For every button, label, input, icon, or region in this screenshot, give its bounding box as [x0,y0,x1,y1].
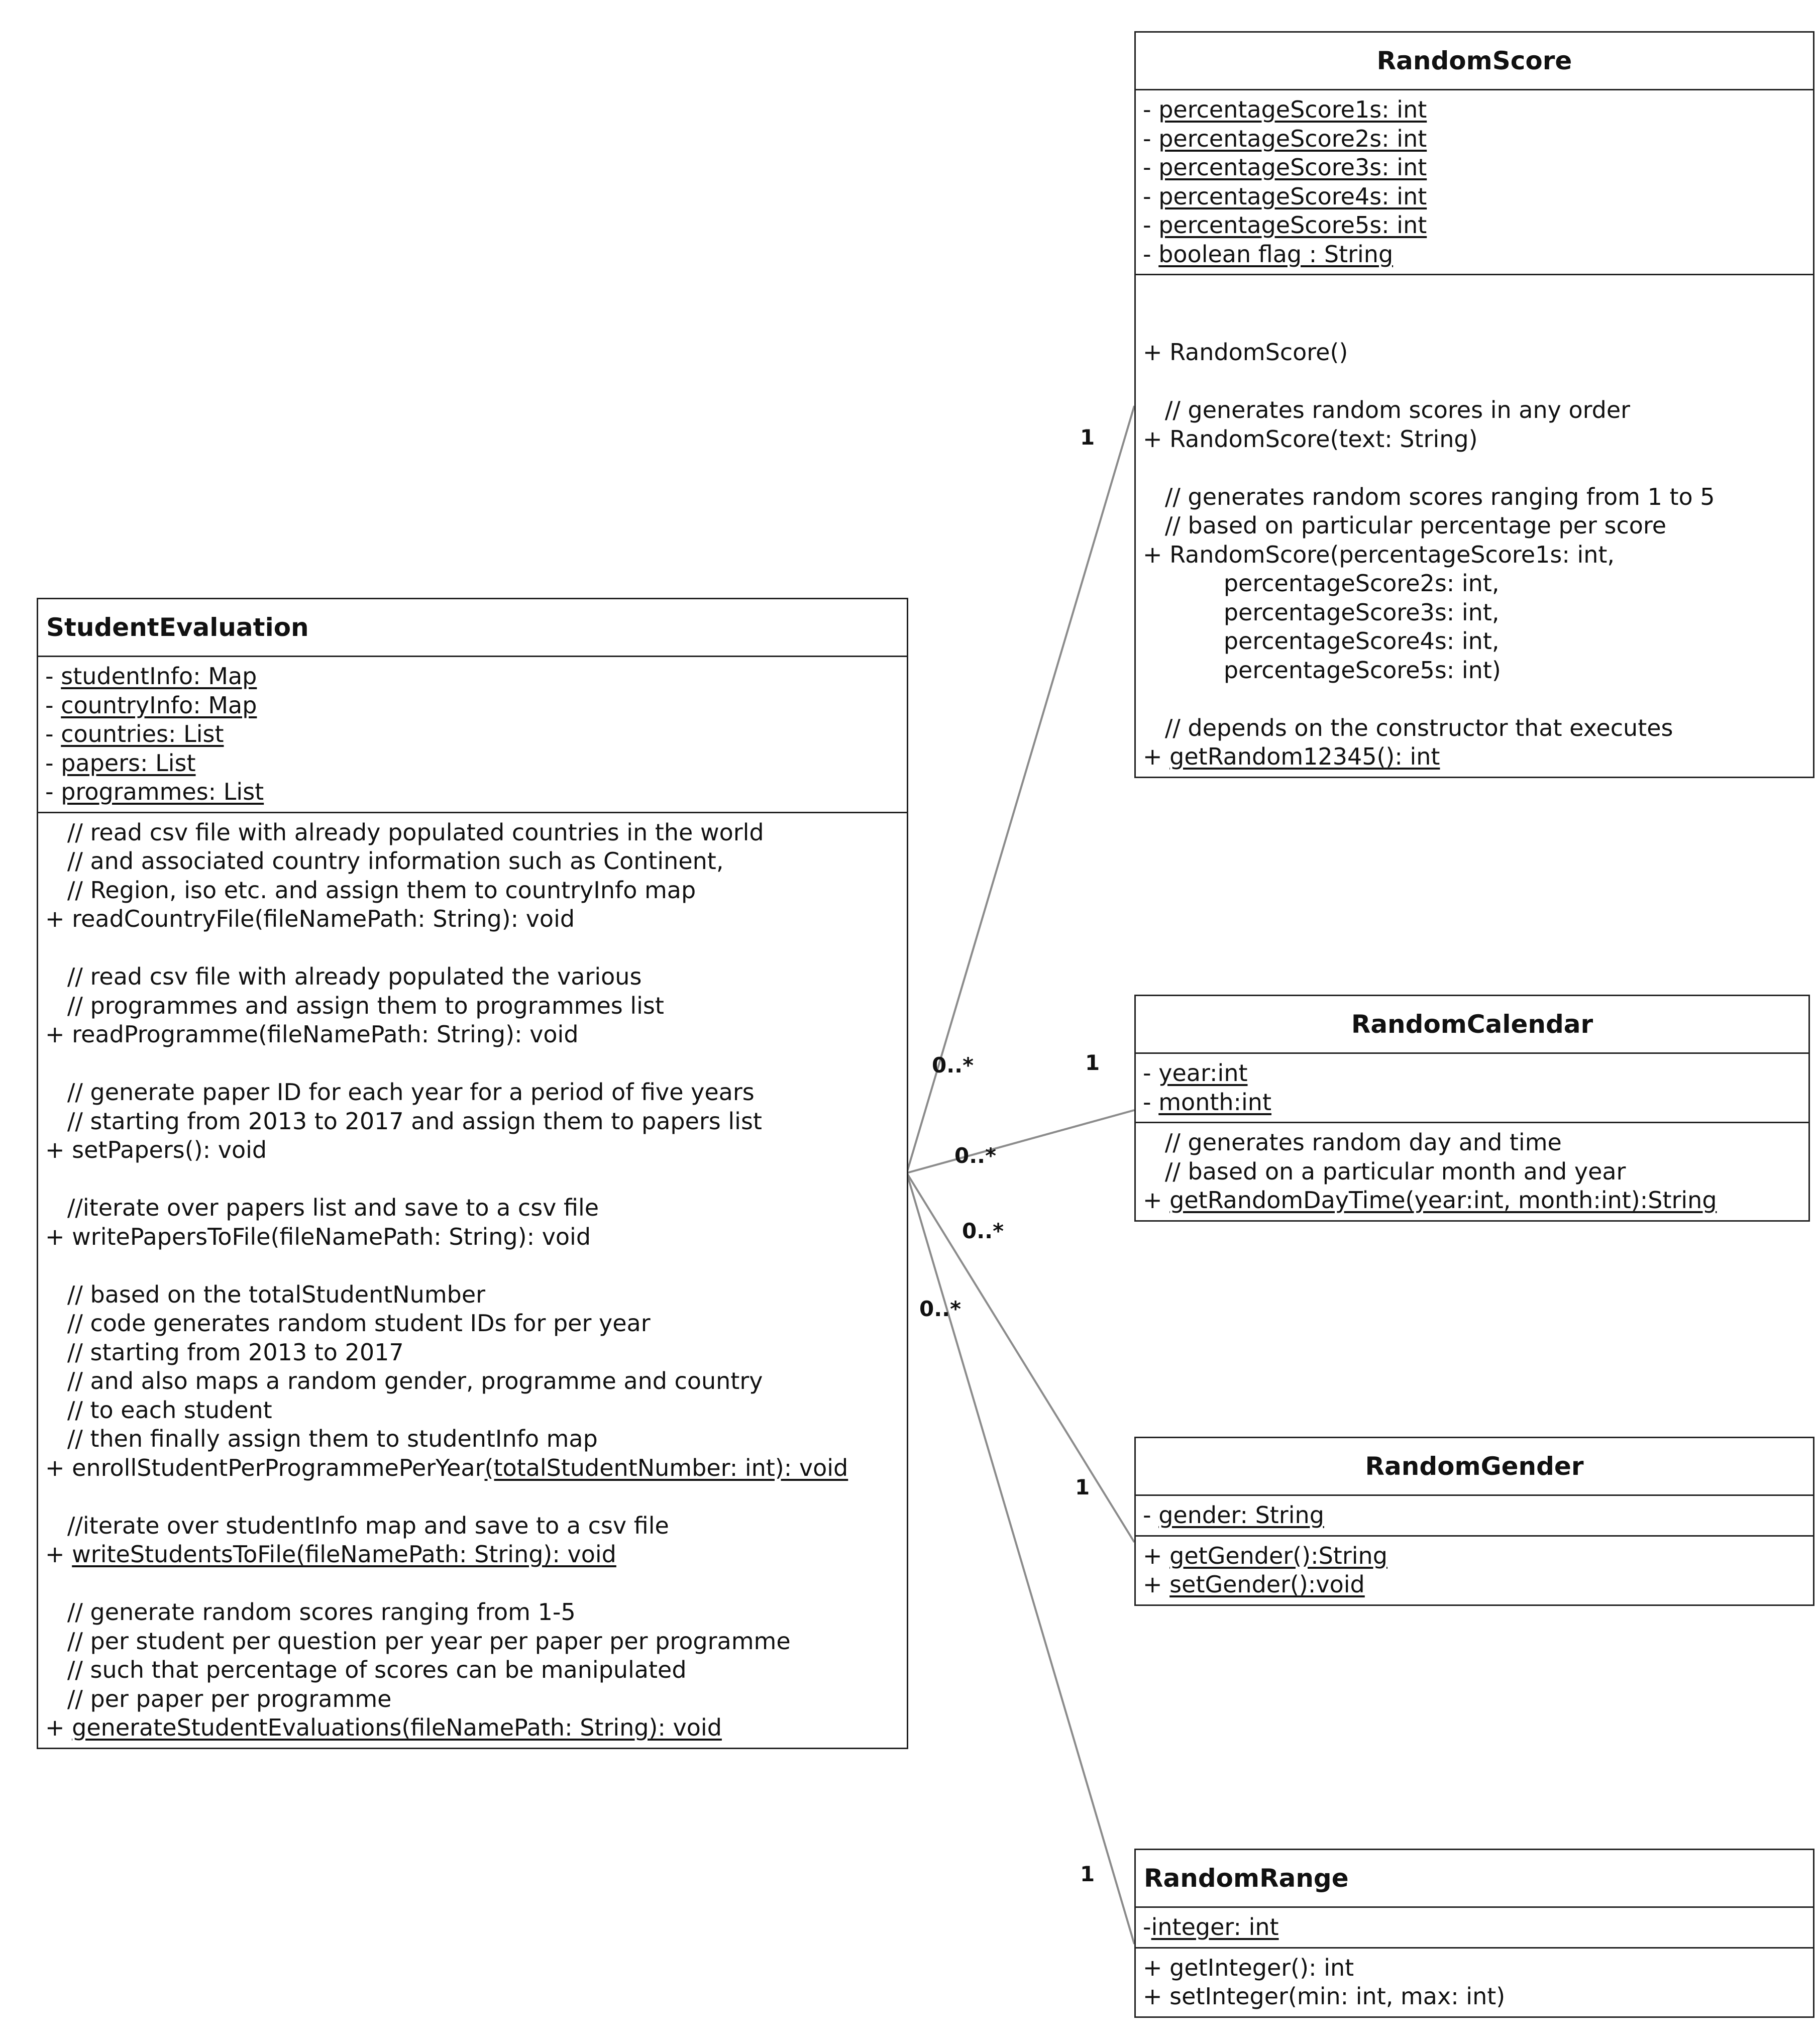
operation-text: RandomScore() [1169,339,1348,366]
operation-text: // starting from 2013 to 2017 and assign them to papers list [67,1107,762,1135]
operation-row [1143,627,1806,656]
visibility-marker [1143,657,1224,684]
operation-row [45,962,900,992]
operation-text: // Region, iso etc. and assign them to countryInfo map [67,876,696,904]
operation-text: // generates random scores in any order [1164,396,1631,423]
association-line-randomrange [907,1173,1134,1944]
multiplicity-randomscore-target: 1 [1080,425,1095,450]
attribute-text: programmes: List [61,778,264,805]
operation-text: // programmes and assign them to programmes list [67,992,664,1019]
operation-row [45,1194,900,1223]
operation-underlined-text: getRandomDayTime(year:int, month:int):String [1169,1187,1717,1214]
visibility-marker: + [1143,541,1170,568]
operation-underlined-text: getRandom12345(): int [1169,743,1440,770]
visibility-marker [1143,1129,1165,1156]
multiplicity-randomgender-source: 0..* [962,1219,1004,1243]
operation-text: percentageScore5s: int) [1223,656,1501,684]
visibility-marker [45,1310,67,1337]
attribute-text: percentageScore5s: int [1158,211,1427,239]
operation-text: // generates random day and time [1164,1129,1562,1156]
operation-underlined-text: generateStudentEvaluations(fileNamePath: String): void [72,1714,722,1741]
operation-row [45,1136,900,1165]
visibility-marker: + [45,1021,72,1048]
visibility-marker [1143,396,1165,423]
operation-row [1143,541,1806,570]
visibility-marker [45,847,67,875]
visibility-marker: - [1143,240,1159,268]
attribute-row [1143,95,1806,125]
operation-underlined-text: (totalStudentNumber: int): void [484,1454,848,1481]
operation-row [1143,1954,1806,1983]
attribute-text: countries: List [61,720,224,747]
visibility-marker: + [45,905,72,932]
visibility-marker: + [1143,1187,1170,1214]
association-line-randomcalendar [907,1110,1134,1173]
attribute-row [45,778,900,807]
operation-text: // to each student [67,1396,272,1424]
attribute-text: papers: List [61,749,196,777]
operation-underlined-text: getGender():String [1169,1542,1387,1569]
operation-row [1143,685,1806,714]
operation-text: // read csv file with already populated the various [67,963,642,990]
attribute-row [1143,1501,1806,1530]
operation-text: //iterate over studentInfo map and save to a csv file [67,1512,669,1539]
operation-row [45,1685,900,1714]
operation-text: // starting from 2013 to 2017 [67,1338,404,1366]
operation-text: // per student per question per year per paper per programme [67,1627,791,1655]
visibility-marker: - [1143,182,1159,210]
visibility-marker: + [1143,425,1170,453]
attribute-row [1143,182,1806,211]
operation-row [45,818,900,847]
attributes-section [38,657,907,812]
operation-row [1143,367,1806,396]
operation-text: setInteger(min: int, max: int) [1169,1983,1506,2010]
class-randomscore[interactable] [1134,31,1814,778]
operation-row [45,1367,900,1396]
attribute-row [45,691,900,720]
operation-text: // generate random scores ranging from 1-5 [67,1598,576,1626]
attribute-text: month:int [1158,1088,1272,1116]
visibility-marker: - [45,663,61,690]
visibility-marker: + [45,1541,72,1568]
operation-text: readCountryFile(fileNamePath: String): void [72,905,575,932]
attribute-text: year:int [1158,1059,1248,1087]
operation-row [1143,1570,1806,1599]
operation-row [45,1627,900,1656]
visibility-marker [1143,570,1224,597]
operation-row [1143,598,1806,627]
visibility-marker: + [45,1136,72,1163]
operation-underlined-text: writeStudentsToFile(fileNamePath: String): void [72,1541,616,1568]
operation-row [45,1482,900,1512]
operation-text: // read csv file with already populated countries in the world [67,818,764,846]
visibility-marker: - [1143,211,1159,239]
visibility-marker: - [45,691,61,719]
operation-row [45,1512,900,1541]
operation-row [1143,714,1806,743]
class-name: RandomGender [1136,1438,1813,1496]
operation-row [45,1598,900,1627]
visibility-marker [45,1108,67,1135]
operation-row [45,1713,900,1743]
operations-section [1136,274,1813,777]
class-studentevaluation[interactable] [37,598,908,1749]
operation-text: // per paper per programme [67,1685,392,1712]
operation-row [45,1223,900,1252]
visibility-marker: + [1143,1954,1170,1981]
operation-row [1143,338,1806,367]
operation-text: //iterate over papers list and save to a csv file [67,1194,599,1221]
operation-row [1143,569,1806,598]
attribute-row [1143,125,1806,154]
visibility-marker: - [45,749,61,777]
visibility-marker [45,1194,67,1221]
class-randomgender[interactable] [1134,1437,1814,1606]
multiplicity-randomcalendar-target: 1 [1085,1050,1100,1075]
operation-row [45,1309,900,1338]
attribute-row [1143,1088,1801,1117]
visibility-marker [45,992,67,1019]
operation-row [45,1251,900,1280]
operation-row [1143,742,1806,772]
visibility-marker: - [1143,154,1159,181]
class-randomrange[interactable] [1134,1849,1814,2018]
operation-row [45,1020,900,1049]
attribute-text: percentageScore1s: int [1158,96,1427,123]
attribute-row [1143,1913,1806,1942]
operation-row [45,1165,900,1194]
operation-row [1143,511,1806,541]
attributes-section [1136,90,1813,274]
visibility-marker [1143,599,1224,626]
attribute-row [45,720,900,749]
operation-row [45,934,900,963]
operation-row [45,1338,900,1367]
operation-row [45,1078,900,1107]
association-line-randomgender [907,1173,1134,1542]
operation-text: readProgramme(fileNamePath: String): void [72,1021,579,1048]
class-name: RandomScore [1136,33,1813,90]
visibility-marker: - [1143,1913,1151,1941]
attribute-row [1143,153,1806,182]
operation-text: // based on a particular month and year [1164,1157,1626,1185]
operation-row [1143,454,1806,483]
visibility-marker: - [1143,96,1159,123]
class-name: StudentEvaluation [38,599,907,657]
operation-text: writePapersToFile(fileNamePath: String): void [72,1223,591,1250]
visibility-marker [45,1656,67,1683]
operations-section [1136,1122,1808,1220]
operation-row [1143,1186,1801,1215]
visibility-marker [45,877,67,904]
visibility-marker [45,1079,67,1106]
visibility-marker: + [45,1714,72,1741]
operation-row [1143,425,1806,454]
visibility-marker [45,1367,67,1394]
operations-section [1136,1947,1813,2016]
operation-row [1143,656,1806,685]
operation-row [1143,1542,1806,1571]
visibility-marker [45,1396,67,1424]
class-randomcalendar[interactable] [1134,995,1810,1222]
visibility-marker: + [45,1454,72,1481]
operation-text: // depends on the constructor that executes [1164,714,1673,741]
operation-text: // generate paper ID for each year for a period of five years [67,1079,755,1106]
operation-row [45,1280,900,1310]
visibility-marker: - [1143,1059,1159,1087]
operation-text: RandomScore(text: String) [1169,425,1478,453]
visibility-marker [45,1628,67,1655]
operation-text: // such that percentage of scores can be manipulated [67,1656,687,1683]
visibility-marker: + [1143,1983,1170,2010]
attribute-row [1143,240,1806,269]
attribute-row [1143,211,1806,240]
class-name: RandomCalendar [1136,996,1808,1054]
operation-text: setPapers(): void [72,1136,267,1163]
visibility-marker: + [1143,1542,1170,1569]
operation-row [45,1396,900,1425]
operation-text: RandomScore(percentageScore1s: int, [1169,541,1615,568]
operation-text: // and associated country information such as Continent, [67,847,724,875]
multiplicity-randomgender-target: 1 [1075,1475,1090,1499]
multiplicity-randomscore-source: 0..* [932,1053,974,1078]
visibility-marker [45,1281,67,1308]
visibility-marker: - [1143,125,1159,152]
multiplicity-randomcalendar-source: 0..* [954,1143,997,1168]
operation-row [45,1454,900,1483]
operation-text: percentageScore4s: int, [1223,627,1500,655]
operation-row [45,876,900,905]
visibility-marker: - [45,778,61,805]
visibility-marker [45,1685,67,1712]
operation-row [1143,1982,1806,2011]
multiplicity-randomrange-source: 0..* [919,1297,961,1321]
operation-text: // code generates random student IDs for per year [67,1310,651,1337]
operation-row [1143,1157,1801,1187]
operation-row [45,1049,900,1079]
operations-section [1136,1535,1813,1604]
attribute-row [45,749,900,778]
attribute-text: studentInfo: Map [61,663,257,690]
operation-text: // then finally assign them to studentInfo map [67,1425,598,1452]
operation-text: percentageScore3s: int, [1223,598,1500,626]
operation-row [45,1107,900,1136]
visibility-marker: - [1143,1501,1159,1529]
attributes-section [1136,1054,1808,1122]
visibility-marker [1143,627,1224,655]
operation-row [1143,483,1806,512]
operation-row [45,847,900,876]
visibility-marker [45,1339,67,1366]
operation-row [1143,309,1806,339]
attribute-text: gender: String [1158,1501,1324,1529]
operation-row [45,1569,900,1598]
operation-row [45,905,900,934]
attribute-text: integer: int [1151,1913,1279,1941]
attributes-section [1136,1908,1813,1947]
attribute-row [1143,1059,1801,1088]
operations-section [38,812,907,1748]
visibility-marker: + [45,1223,72,1250]
visibility-marker [45,963,67,990]
visibility-marker [45,819,67,846]
attribute-text: percentageScore4s: int [1158,182,1427,210]
operation-text: getInteger(): int [1169,1954,1354,1981]
visibility-marker [1143,714,1165,741]
visibility-marker [1143,512,1165,539]
attribute-text: countryInfo: Map [61,691,257,719]
class-name: RandomRange [1136,1850,1813,1908]
visibility-marker: - [1143,1088,1159,1116]
operation-text: // and also maps a random gender, programme and country [67,1367,763,1394]
operation-row [1143,1128,1801,1157]
operation-row [1143,280,1806,309]
operation-text: enrollStudentPerProgrammePerYear [72,1454,485,1481]
visibility-marker [45,1425,67,1452]
visibility-marker: + [1143,1571,1170,1598]
multiplicity-randomrange-target: 1 [1080,1862,1095,1886]
attribute-row [45,662,900,691]
operation-row [1143,396,1806,425]
attribute-text: boolean flag : String [1158,240,1394,268]
operation-text: percentageScore2s: int, [1223,570,1500,597]
visibility-marker: - [45,720,61,747]
visibility-marker [45,1598,67,1626]
visibility-marker [1143,1158,1165,1185]
attribute-text: percentageScore3s: int [1158,154,1427,181]
visibility-marker [1143,483,1165,510]
visibility-marker: + [1143,339,1170,366]
operation-text: // based on particular percentage per score [1164,512,1667,539]
operation-row [45,1656,900,1685]
operation-row [45,1425,900,1454]
operation-row [45,992,900,1021]
attributes-section [1136,1496,1813,1535]
operation-row [45,1540,900,1569]
visibility-marker: + [1143,743,1170,770]
operation-underlined-text: setGender():void [1169,1571,1365,1598]
attribute-text: percentageScore2s: int [1158,125,1427,152]
visibility-marker [45,1512,67,1539]
operation-text: // generates random scores ranging from 1 to 5 [1164,483,1715,510]
operation-text: // based on the totalStudentNumber [67,1280,486,1308]
